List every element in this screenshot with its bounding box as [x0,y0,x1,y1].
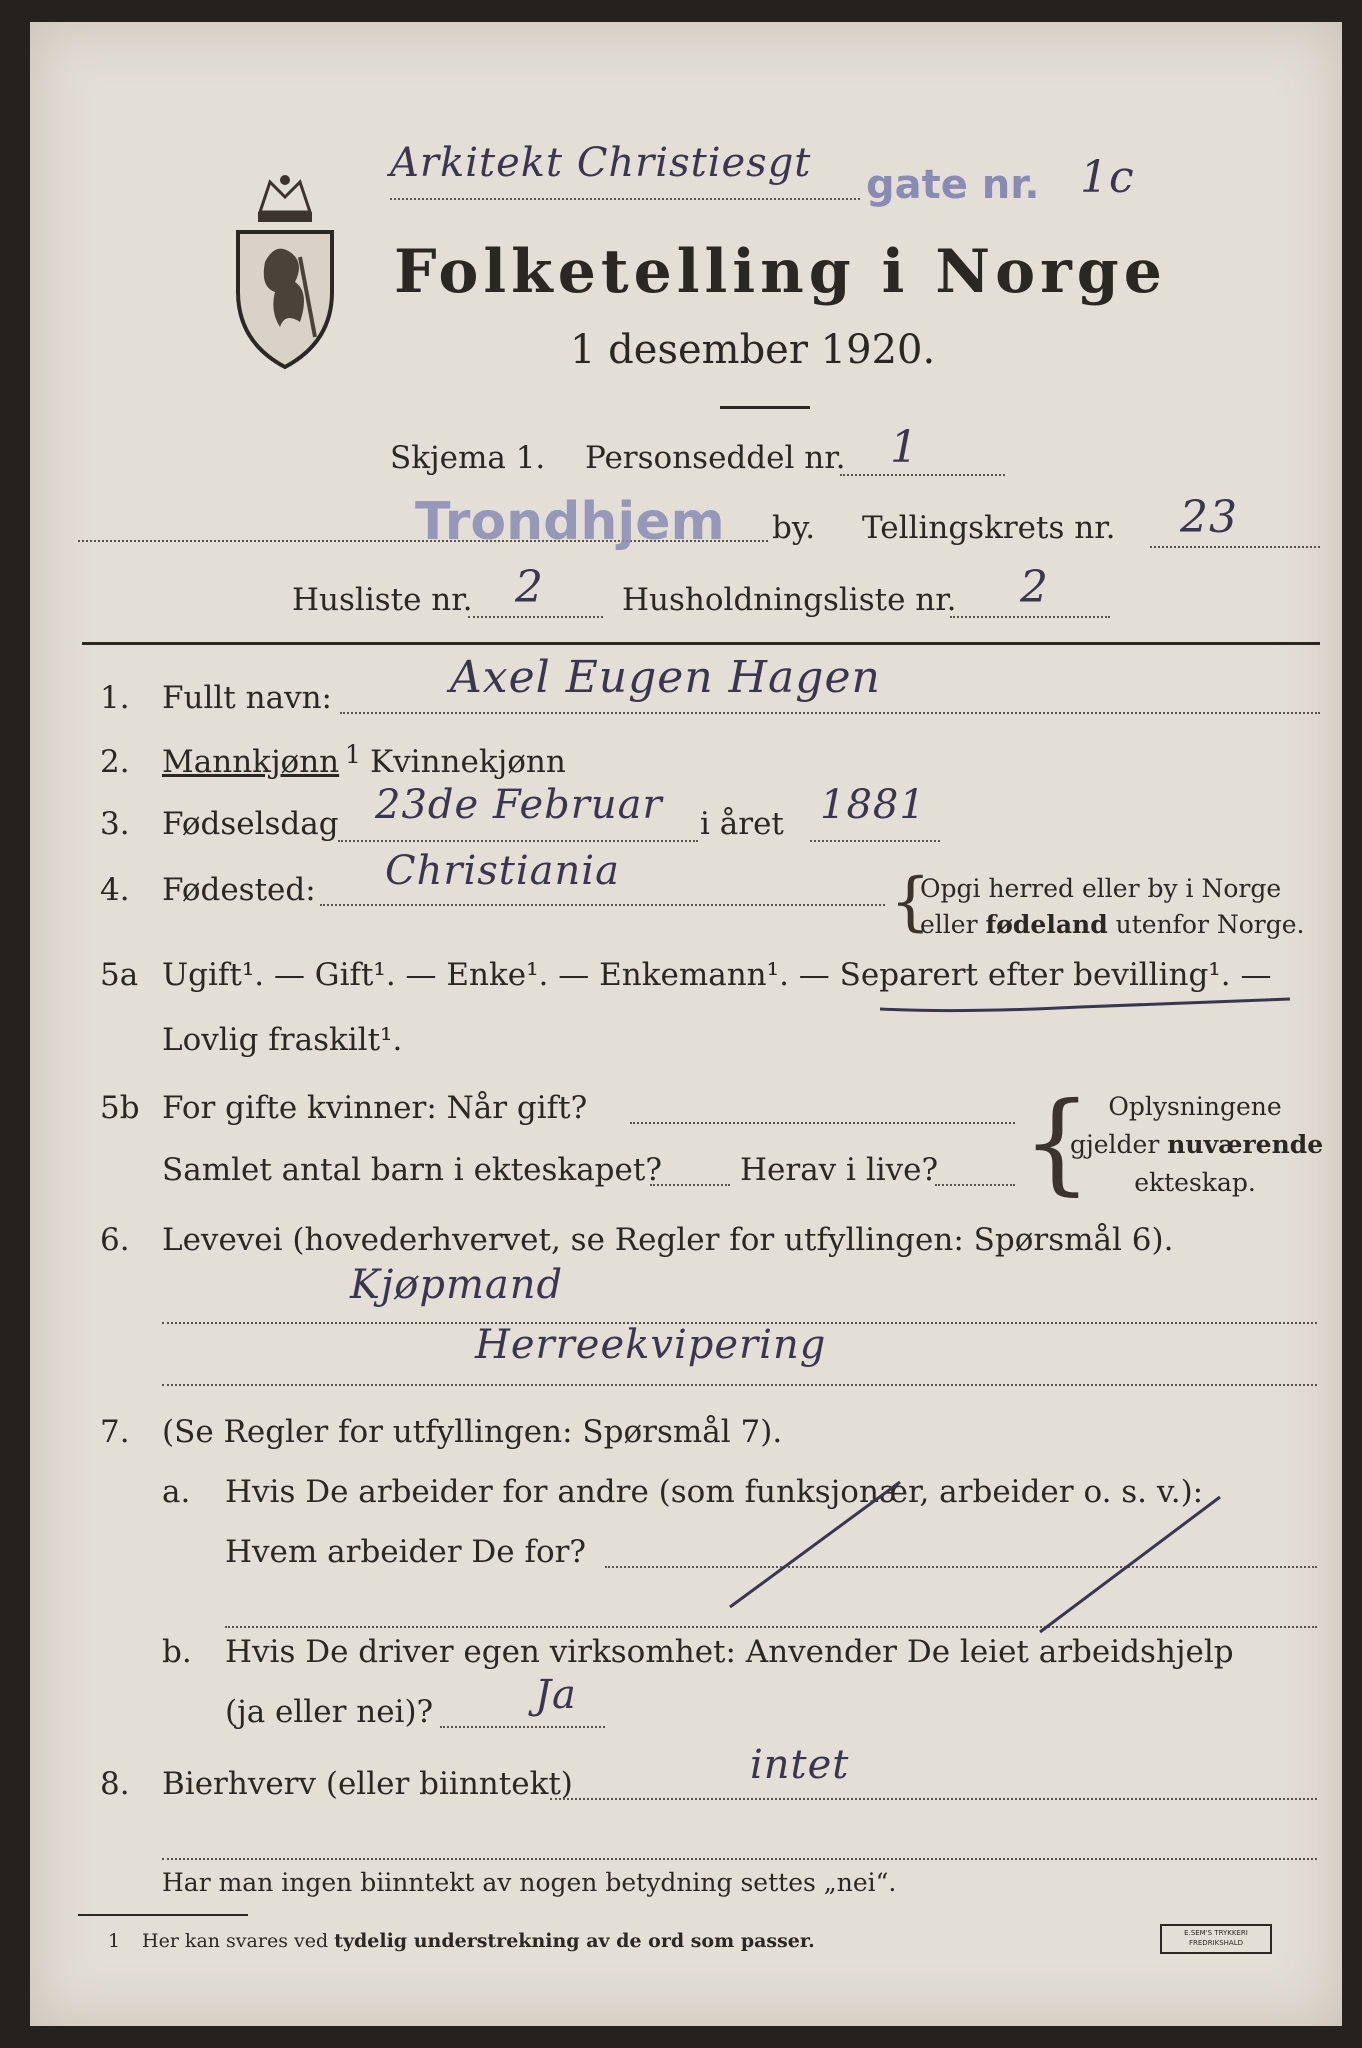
q5b-number: 5b [100,1090,140,1126]
q5a-divorced-option: Lovlig fraskilt¹. [162,1022,403,1058]
q2-footnote-mark: 1 [345,740,361,769]
q4-note-line1: Opgi herred eller by i Norge [920,874,1282,903]
q2-female-option: Kvinnekjønn [370,744,566,780]
form-title: Folketelling i Norge [394,237,1167,307]
q6-occupation-2: Herreekvipering [475,1322,827,1368]
q4-note-outside: utenfor Norge. [1115,910,1305,939]
q5a-number: 5a [100,957,139,993]
personseddel-label: Personseddel nr. [585,440,846,476]
q4-number: 4. [100,872,130,908]
q2-number: 2. [100,744,130,780]
q7a-employer-label: Hvem arbeider De for? [225,1534,587,1570]
q1-label: Fullt navn: [162,680,332,716]
husholdning-label: Husholdningsliste nr. [622,582,957,618]
footnote-text [142,1930,815,1952]
by-label: by. [772,510,816,546]
q7b-yes-no-label: (ja eller nei)? [225,1694,434,1730]
q3-birth-year: 1881 [820,782,926,828]
q8-label: Bierhverv (eller biinntekt) [162,1766,573,1802]
q6-occupation-1: Kjøpmand [350,1262,564,1308]
q7b-label: Hvis De driver egen virksomhet: Anvender De leiet arbeidshjelp [225,1634,1234,1670]
husliste-number: 2 [515,562,544,613]
q6-label: Levevei (hovederhvervet, se Regler for utfyllingen: Spørsmål 6). [162,1222,1174,1258]
personseddel-number: 1 [890,422,919,473]
q4-note-line2 [920,910,1305,939]
q8-answer: intet [750,1742,850,1788]
q4-note-country: fødeland [985,910,1108,939]
printer-city: FREDRIKSHALD [1188,1939,1243,1947]
q5b-note-line2 [1070,1130,1324,1159]
husholdning-number: 2 [1020,562,1049,613]
footnote-text-a: Her kan svares ved [142,1930,329,1952]
q4-note-brace: { [890,865,931,939]
q1-full-name: Axel Eugen Hagen [450,652,881,703]
q7-label: (Se Regler for utfyllingen: Spørsmål 7). [162,1414,783,1450]
q5b-note-line1: Oplysningene [1108,1092,1282,1121]
q4-label: Fødested: [162,872,316,908]
q5b-children-label: Samlet antal barn i ekteskapet? [162,1152,662,1188]
footnote-text-b: tydelig understrekning av de ord som passer. [334,1930,815,1952]
census-date: 1 desember 1920. [570,327,936,373]
q3-year-label: i året [700,806,784,842]
q5a-options: Ugift¹. — Gift¹. — Enke¹. — Enkemann¹. — Separert efter bevilling¹. — [162,957,1272,993]
printer-mark [1160,1924,1272,1954]
q8-number: 8. [100,1766,130,1802]
q3-birthday: 23de Februar [375,782,663,828]
coat-of-arms-icon [230,172,340,372]
q7-number: 7. [100,1414,130,1450]
printer-name: E.SEM'S TRYKKERI [1184,1929,1248,1937]
tellingskrets-number: 23 [1180,492,1238,543]
q3-label: Fødselsdag [162,806,339,842]
q6-number: 6. [100,1222,130,1258]
gate-number: 1c [1080,152,1135,203]
census-form [30,22,1342,2026]
q5a-handwritten-underline [880,997,1300,1017]
q5b-note-line3: ekteskap. [1134,1168,1256,1197]
q5b-note-brace: { [1022,1078,1092,1206]
q4-birthplace: Christiania [385,848,620,894]
q7a-letter: a. [162,1474,191,1510]
street-name-handwritten: Arkitekt Christiesgt [390,140,812,186]
q8-note: Har man ingen biinntekt av nogen betydning settes „nei“. [162,1868,897,1897]
q7b-letter: b. [162,1634,192,1670]
gate-label: gate nr. [866,162,1040,208]
q7b-answer: Ja [535,1672,577,1718]
q5b-alive-label: Herav i live? [740,1152,939,1188]
q2-male-option: Mannkjønn [162,744,340,780]
q3-number: 3. [100,806,130,842]
q5b-note-applies: gjelder [1070,1130,1160,1159]
q5b-married-when: For gifte kvinner: Når gift? [162,1090,588,1126]
skjema-label: Skjema 1. [390,440,546,476]
city-stamp: Trondhjem [415,492,725,552]
tellingskrets-label: Tellingskrets nr. [862,510,1116,546]
husliste-label: Husliste nr. [292,582,473,618]
q1-number: 1. [100,680,130,716]
footnote-number: 1 [108,1930,121,1952]
q7a-strike-lines [710,1462,1230,1642]
q4-note-or: eller [920,910,978,939]
q7a-label: Hvis De arbeider for andre (som funksjonær, arbeider o. s. v.): [225,1474,1204,1510]
q5b-note-current: nuværende [1167,1130,1324,1159]
